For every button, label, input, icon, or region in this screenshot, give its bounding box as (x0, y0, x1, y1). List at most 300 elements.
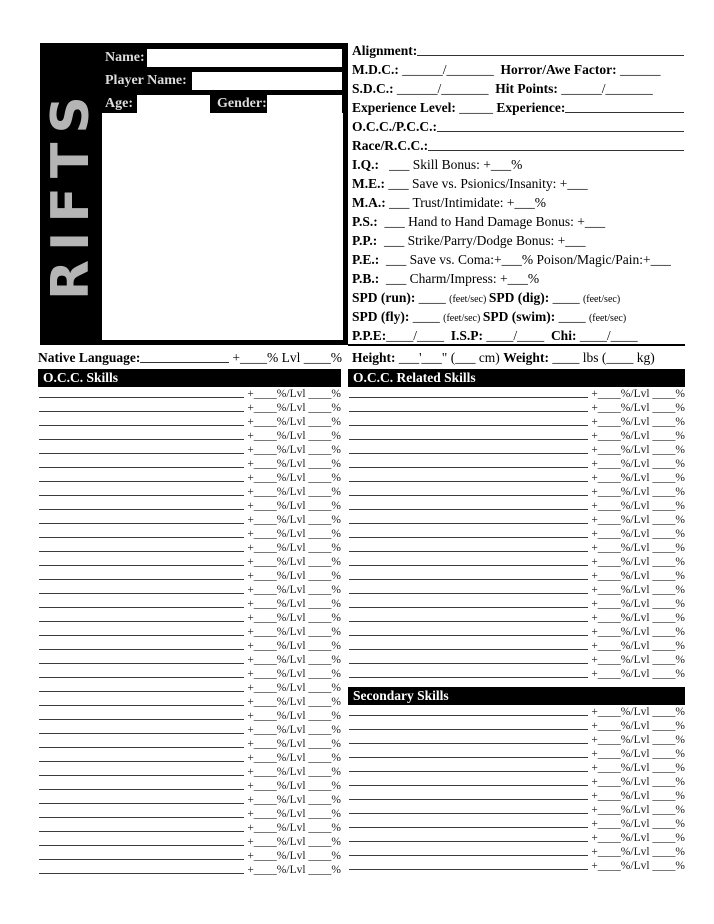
stat-line (352, 231, 684, 250)
stat-line (352, 193, 684, 212)
stat-line (352, 307, 684, 326)
skill-name-blank (349, 831, 588, 842)
skill-bonus-blank: +____%/Lvl ____% (591, 762, 685, 774)
stat-label-text: P.P.E: (352, 328, 387, 343)
skill-row (38, 499, 341, 513)
skill-bonus-blank: +____%/Lvl ____% (591, 846, 685, 858)
stat-label-text: _____ (455, 100, 497, 115)
skill-bonus-blank: +____%/Lvl ____% (591, 500, 685, 512)
stat-label-text: Native Language: (38, 350, 141, 365)
skill-bonus-blank: +____%/Lvl ____% (591, 416, 685, 428)
stat-label-text: ___ Strike/Parry/Dodge Bonus: +___ (377, 233, 586, 248)
name-input[interactable] (147, 49, 342, 67)
skill-row (348, 471, 685, 485)
skill-name-blank (39, 597, 244, 608)
skill-row (348, 747, 685, 761)
rifts-logo: RIFTS (41, 87, 101, 301)
skill-row (348, 733, 685, 747)
section-header-bar: O.C.C. Related Skills (348, 369, 685, 387)
stat-label-text: ___ Save vs. Psionics/Insanity: +___ (385, 176, 588, 191)
skill-bonus-blank: +____%/Lvl ____% (247, 584, 341, 596)
stat-label-text: Experience Level: (352, 100, 456, 115)
skill-row (348, 803, 685, 817)
skill-name-blank (349, 443, 588, 454)
skill-bonus-blank: +____%/Lvl ____% (591, 486, 685, 498)
skill-name-blank (39, 471, 244, 482)
skill-name-blank (349, 667, 588, 678)
skill-bonus-blank: +____%/Lvl ____% (591, 430, 685, 442)
skill-row (38, 429, 341, 443)
stat-line (352, 60, 684, 79)
skill-name-blank (349, 803, 588, 814)
skill-name-blank (39, 807, 244, 818)
stat-line (352, 174, 684, 193)
skill-row (38, 471, 341, 485)
skill-name-blank (349, 597, 588, 608)
stat-label-text: ____ (549, 290, 583, 305)
skill-row (38, 527, 341, 541)
skill-bonus-blank: +____%/Lvl ____% (247, 794, 341, 806)
skill-name-blank (39, 485, 244, 496)
occ-related-skills-section (348, 369, 685, 681)
skill-bonus-blank: +____%/Lvl ____% (591, 584, 685, 596)
skill-name-blank (39, 457, 244, 468)
skill-name-blank (39, 835, 244, 846)
skill-bonus-blank: +____%/Lvl ____% (591, 472, 685, 484)
skill-row (348, 831, 685, 845)
skill-bonus-blank: +____%/Lvl ____% (247, 472, 341, 484)
skill-bonus-blank: +____%/Lvl ____% (591, 570, 685, 582)
skill-name-blank (39, 681, 244, 692)
skill-name-blank (349, 513, 588, 524)
section-header-bar: Secondary Skills (348, 687, 685, 705)
skill-name-blank (39, 695, 244, 706)
skill-name-blank (39, 583, 244, 594)
skill-bonus-blank: +____%/Lvl ____% (591, 668, 685, 680)
skill-name-blank (39, 667, 244, 678)
stat-label-text: SPD (dig): (488, 290, 550, 305)
related-skills-column (348, 369, 685, 873)
skill-row (38, 863, 341, 877)
skill-name-blank (39, 653, 244, 664)
stat-label-text: ___ Save vs. Coma:+___% Poison/Magic/Pain:+___ (379, 252, 671, 267)
skill-row (38, 541, 341, 555)
skill-bonus-blank: +____%/Lvl ____% (591, 514, 685, 526)
portrait-box (102, 113, 343, 340)
skill-name-blank (349, 387, 588, 398)
stat-label-text: Race/R.C.C.: (352, 138, 429, 153)
stat-line (352, 117, 684, 136)
stat-label-text: P.E.: (352, 252, 380, 267)
skill-name-blank (39, 779, 244, 790)
skill-name-blank (349, 457, 588, 468)
stat-label-text: ______/_______ (398, 62, 501, 77)
stat-label-text: ____/____ (483, 328, 551, 343)
stat-label-text: ______ (616, 62, 661, 77)
height-weight-line (352, 348, 685, 367)
skill-bonus-blank: +____%/Lvl ____% (247, 766, 341, 778)
skill-row (38, 387, 341, 401)
stats-panel (352, 41, 684, 345)
section-header-bar: O.C.C. Skills (38, 369, 341, 387)
skill-name-blank (349, 499, 588, 510)
stat-line (352, 155, 684, 174)
skill-name-blank (349, 761, 588, 772)
skill-row (348, 625, 685, 639)
skill-bonus-blank: +____%/Lvl ____% (591, 832, 685, 844)
skill-row (348, 583, 685, 597)
skill-bonus-blank: +____%/Lvl ____% (247, 850, 341, 862)
identity-panel (40, 43, 348, 345)
skill-row (38, 597, 341, 611)
stat-label-text: (feet/sec) (588, 313, 627, 324)
skill-name-blank (39, 555, 244, 566)
skill-bonus-blank: +____%/Lvl ____% (247, 836, 341, 848)
stat-label-text: Chi: (550, 328, 577, 343)
skill-name-blank (39, 737, 244, 748)
skill-bonus-blank: +____%/Lvl ____% (591, 528, 685, 540)
skill-row (348, 667, 685, 681)
gender-input[interactable] (267, 95, 342, 113)
skill-bonus-blank: +____%/Lvl ____% (591, 804, 685, 816)
skill-row (348, 555, 685, 569)
skill-name-blank (39, 387, 244, 398)
skill-name-blank (349, 859, 588, 870)
skill-name-blank (349, 583, 588, 594)
stat-label-text: (feet/sec) (443, 313, 483, 324)
stat-label-text: ___ Charm/Impress: +___% (379, 271, 540, 286)
skill-bonus-blank: +____%/Lvl ____% (591, 458, 685, 470)
skill-bonus-blank: +____%/Lvl ____% (247, 668, 341, 680)
blank-line (565, 98, 684, 113)
stat-line (352, 288, 684, 307)
stats-divider-rule (348, 344, 685, 346)
skill-bonus-blank: +____%/Lvl ____% (247, 710, 341, 722)
stat-label-text: SPD (fly): (352, 309, 410, 324)
skill-row (348, 775, 685, 789)
skill-name-blank (39, 401, 244, 412)
skill-row (348, 705, 685, 719)
skill-row (38, 443, 341, 457)
skill-bonus-blank: +____%/Lvl ____% (247, 458, 341, 470)
skill-bonus-blank: +____%/Lvl ____% (247, 486, 341, 498)
skill-name-blank (39, 709, 244, 720)
skill-bonus-blank: +____%/Lvl ____% (247, 598, 341, 610)
stat-label-text: ____ lbs (____ kg) (548, 350, 655, 365)
skill-name-blank (349, 541, 588, 552)
skill-row (38, 695, 341, 709)
stat-label-text: M.D.C.: (352, 62, 399, 77)
skill-row (38, 513, 341, 527)
stat-label-text: ___ Trust/Intimidate: +___% (385, 195, 546, 210)
stat-label-text: (feet/sec) (582, 294, 621, 305)
skill-row (38, 793, 341, 807)
skill-bonus-blank: +____%/Lvl ____% (591, 734, 685, 746)
skill-bonus-blank: +____%/Lvl ____% (247, 388, 341, 400)
skill-name-blank (39, 541, 244, 552)
skill-row (348, 817, 685, 831)
skill-name-blank (39, 625, 244, 636)
skill-bonus-blank: +____%/Lvl ____% (247, 822, 341, 834)
stat-label-text: ___'___" (___ cm) (395, 350, 504, 365)
skill-row (38, 779, 341, 793)
stat-label-text: ___ Skill Bonus: +___% (379, 157, 523, 172)
blank-line (428, 136, 684, 151)
skill-row (348, 569, 685, 583)
occ-skills-column (38, 369, 341, 877)
skill-row (348, 527, 685, 541)
skill-name-blank (39, 751, 244, 762)
stat-line (352, 98, 684, 117)
stat-label-text: (feet/sec) (449, 294, 489, 305)
gender-label: Gender: (217, 96, 267, 111)
skill-row (38, 681, 341, 695)
stat-line (352, 269, 684, 288)
skill-name-blank (39, 415, 244, 426)
stat-label-text: ______/_______ (557, 81, 653, 96)
stat-label-text: M.E.: (352, 176, 385, 191)
skill-name-blank (39, 527, 244, 538)
skill-name-blank (39, 849, 244, 860)
skill-bonus-blank: +____%/Lvl ____% (247, 780, 341, 792)
skill-bonus-blank: +____%/Lvl ____% (591, 790, 685, 802)
stat-label-text: ____ (555, 309, 589, 324)
skill-name-blank (39, 863, 244, 874)
skill-bonus-blank: +____%/Lvl ____% (591, 612, 685, 624)
skill-name-blank (349, 429, 588, 440)
skill-row (348, 415, 685, 429)
skill-name-blank (349, 733, 588, 744)
skill-row (348, 541, 685, 555)
stat-label-text: ______/_______ (393, 81, 496, 96)
stat-label-text: SPD (run): (352, 290, 416, 305)
skill-name-blank (349, 789, 588, 800)
skill-bonus-blank: +____%/Lvl ____% (247, 640, 341, 652)
stat-label-text: M.A.: (352, 195, 386, 210)
skill-name-blank (349, 415, 588, 426)
stat-label-text: P.B.: (352, 271, 380, 286)
skill-bonus-blank: +____%/Lvl ____% (247, 654, 341, 666)
stat-label-text: Height: (352, 350, 396, 365)
stat-label-text: SPD (swim): (482, 309, 556, 324)
skill-bonus-blank: +____%/Lvl ____% (247, 626, 341, 638)
skill-bonus-blank: +____%/Lvl ____% (247, 864, 341, 876)
age-input[interactable] (137, 95, 210, 113)
skill-row (348, 789, 685, 803)
skill-bonus-blank: +____%/Lvl ____% (247, 514, 341, 526)
stat-line (352, 250, 684, 269)
skill-bonus-blank: +____%/Lvl ____% (591, 542, 685, 554)
skill-name-blank (349, 611, 588, 622)
stat-label-text: Alignment: (352, 43, 418, 58)
skill-row (38, 457, 341, 471)
skill-row (348, 719, 685, 733)
skill-row (348, 639, 685, 653)
skill-name-blank (39, 821, 244, 832)
skill-row (38, 555, 341, 569)
skill-bonus-blank: +____%/Lvl ____% (247, 612, 341, 624)
skill-bonus-blank: +____%/Lvl ____% (247, 738, 341, 750)
player-name-label: Player Name: (105, 73, 187, 88)
skill-row (348, 457, 685, 471)
skill-bonus-blank: +____%/Lvl ____% (591, 706, 685, 718)
age-label: Age: (105, 96, 133, 111)
skill-row (38, 415, 341, 429)
skill-bonus-blank: +____%/Lvl ____% (591, 444, 685, 456)
secondary-skills-section (348, 687, 685, 873)
stat-line (352, 41, 684, 60)
skill-bonus-blank: +____%/Lvl ____% (247, 752, 341, 764)
skill-name-blank (349, 639, 588, 650)
blank-line (417, 41, 684, 56)
skill-row (38, 667, 341, 681)
skill-row (38, 835, 341, 849)
stat-label-text: I.Q.: (352, 157, 379, 172)
stat-label-text: ____ (409, 309, 444, 324)
skill-name-blank (39, 443, 244, 454)
native-language-line (38, 348, 342, 367)
skill-bonus-blank: +____%/Lvl ____% (247, 542, 341, 554)
skill-name-blank (349, 625, 588, 636)
name-label: Name: (105, 50, 145, 65)
skill-name-blank (349, 555, 588, 566)
skill-bonus-blank: +____%/Lvl ____% (247, 402, 341, 414)
skill-bonus-blank: +____%/Lvl ____% (247, 416, 341, 428)
skill-bonus-blank: +____%/Lvl ____% (591, 598, 685, 610)
skill-row (348, 653, 685, 667)
stat-line (352, 326, 684, 345)
skill-name-blank (349, 401, 588, 412)
skill-row (38, 653, 341, 667)
player-name-input[interactable] (192, 72, 342, 90)
skill-name-blank (39, 793, 244, 804)
skill-bonus-blank: +____%/Lvl ____% (591, 626, 685, 638)
blank-line (437, 117, 684, 132)
stat-label-text: Experience: (496, 100, 566, 115)
stat-label-text: ___ Hand to Hand Damage Bonus: +___ (377, 214, 606, 229)
skill-name-blank (39, 611, 244, 622)
skill-name-blank (39, 429, 244, 440)
skill-row (38, 485, 341, 499)
skill-bonus-blank: +____%/Lvl ____% (591, 402, 685, 414)
stat-label-text: P.S.: (352, 214, 378, 229)
skill-row (38, 807, 341, 821)
stat-label-text: I.S.P: (450, 328, 484, 343)
skill-row (38, 737, 341, 751)
skill-row (348, 443, 685, 457)
skill-bonus-blank: +____%/Lvl ____% (247, 528, 341, 540)
skill-name-blank (349, 817, 588, 828)
occ-skills-section (38, 369, 341, 877)
skill-bonus-blank: +____%/Lvl ____% (591, 860, 685, 872)
skill-row (38, 765, 341, 779)
stat-label-text: P.P.: (352, 233, 378, 248)
skill-bonus-blank: +____%/Lvl ____% (591, 776, 685, 788)
skill-bonus-blank: +____%/Lvl ____% (591, 720, 685, 732)
skill-bonus-blank: +____%/Lvl ____% (247, 724, 341, 736)
stat-line (352, 79, 684, 98)
skill-bonus-blank: +____%/Lvl ____% (247, 682, 341, 694)
skill-name-blank (349, 705, 588, 716)
skill-name-blank (39, 569, 244, 580)
skill-name-blank (349, 569, 588, 580)
skill-row (348, 845, 685, 859)
skill-row (38, 611, 341, 625)
stat-label-text: +____% Lvl ____% (229, 350, 342, 365)
skill-row (38, 723, 341, 737)
skill-bonus-blank: +____%/Lvl ____% (591, 556, 685, 568)
skill-row (38, 569, 341, 583)
skill-row (38, 751, 341, 765)
stat-line (352, 136, 684, 155)
skill-name-blank (349, 719, 588, 730)
skill-row (38, 401, 341, 415)
skill-bonus-blank: +____%/Lvl ____% (247, 430, 341, 442)
skill-bonus-blank: +____%/Lvl ____% (247, 444, 341, 456)
skill-bonus-blank: +____%/Lvl ____% (591, 640, 685, 652)
skill-bonus-blank: +____%/Lvl ____% (247, 696, 341, 708)
skill-bonus-blank: +____%/Lvl ____% (247, 808, 341, 820)
skill-name-blank (39, 639, 244, 650)
skill-row (38, 639, 341, 653)
stat-label-text: Weight: (503, 350, 549, 365)
skill-name-blank (39, 513, 244, 524)
skill-name-blank (39, 765, 244, 776)
skill-row (348, 513, 685, 527)
skill-row (38, 709, 341, 723)
skill-bonus-blank: +____%/Lvl ____% (247, 500, 341, 512)
skill-bonus-blank: +____%/Lvl ____% (591, 388, 685, 400)
skill-row (348, 597, 685, 611)
skill-name-blank (349, 653, 588, 664)
stat-label-text: ____/____ (386, 328, 451, 343)
skill-row (348, 611, 685, 625)
stat-label-text: S.D.C.: (352, 81, 394, 96)
skill-name-blank (349, 485, 588, 496)
skill-name-blank (349, 747, 588, 758)
skill-name-blank (349, 471, 588, 482)
skill-row (38, 583, 341, 597)
skill-row (348, 401, 685, 415)
skill-name-blank (39, 723, 244, 734)
skill-name-blank (349, 845, 588, 856)
stat-label-text: Hit Points: (495, 81, 558, 96)
skill-row (348, 429, 685, 443)
skill-row (348, 485, 685, 499)
skill-row (348, 387, 685, 401)
skill-bonus-blank: +____%/Lvl ____% (591, 654, 685, 666)
stat-label-text: ____ (415, 290, 450, 305)
skill-name-blank (39, 499, 244, 510)
skill-row (38, 849, 341, 863)
skill-row (38, 625, 341, 639)
skill-bonus-blank: +____%/Lvl ____% (591, 818, 685, 830)
skill-bonus-blank: +____%/Lvl ____% (247, 570, 341, 582)
blank-line (140, 348, 229, 363)
skill-name-blank (349, 775, 588, 786)
skill-row (348, 761, 685, 775)
skill-row (348, 499, 685, 513)
stat-label-text: ____/____ (576, 328, 638, 343)
stat-label-text: Horror/Awe Factor: (500, 62, 617, 77)
skill-name-blank (349, 527, 588, 538)
skill-bonus-blank: +____%/Lvl ____% (247, 556, 341, 568)
skill-bonus-blank: +____%/Lvl ____% (591, 748, 685, 760)
skill-row (348, 859, 685, 873)
stat-label-text: O.C.C./P.C.C.: (352, 119, 438, 134)
stat-line (352, 212, 684, 231)
skill-row (38, 821, 341, 835)
